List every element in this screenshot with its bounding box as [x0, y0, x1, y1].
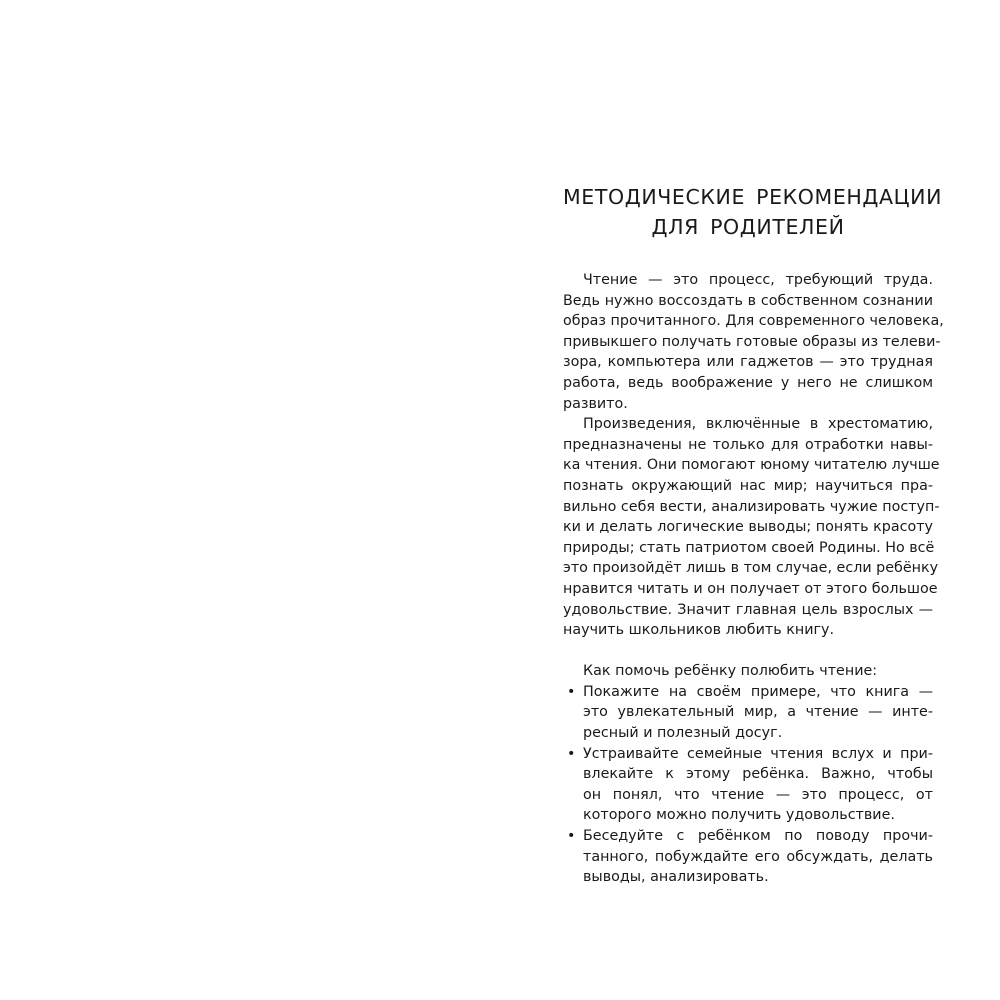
text-line: влекайте к этому ребёнка. Важно, чтобы [583, 766, 933, 783]
text-line: Чтение — это процесс, требующий труда. [583, 272, 933, 288]
text-line: Ведь нужно воссоздать в собственном сознании [563, 292, 933, 309]
text-line: вильно себя вести, анализировать чужие поступ- [563, 498, 940, 515]
text-line: это произойдёт лишь в том случае, если ребёнку [563, 560, 939, 577]
text-line: которого можно получить удовольствие. [583, 807, 895, 824]
body-text [563, 270, 944, 641]
text-line: Покажите на своём примере, что книга — [583, 683, 933, 700]
paragraph-anthology-purpose [563, 414, 940, 641]
text-line: ка чтения. Они помогают юному читателю лучше [563, 457, 940, 474]
text-line: работа, ведь воображение у него не слишком [563, 374, 933, 391]
text-column [563, 182, 944, 888]
bullet-icon: • [567, 683, 576, 700]
text-line: предназначены не только для отработки навы- [563, 436, 933, 453]
text-line: Произведения, включённые в хрестоматию, [583, 416, 933, 433]
text-line: познать окружающий нас мир; научиться пра- [563, 477, 933, 494]
text-line: научить школьников любить книгу. [563, 622, 834, 639]
text-line: Беседуйте с ребёнком по поводу прочи- [583, 828, 933, 845]
paragraph-reading-is-work [563, 270, 944, 414]
bullet-icon: • [567, 745, 576, 762]
text-line: нравится читать и он получает от этого большое [563, 580, 938, 597]
text-line: зора, компьютера или гаджетов — это трудная [563, 354, 933, 371]
text-line: развито. [563, 395, 628, 412]
text-line: ресный и полезный досуг. [583, 725, 783, 742]
list-item [563, 744, 933, 826]
text-line: образ прочитанного. Для современного человека, [563, 313, 944, 330]
tips-title: Как помочь ребёнку полюбить чтение: [583, 663, 878, 680]
list-item [563, 826, 933, 888]
tips-section [563, 661, 933, 888]
list-item [563, 682, 933, 744]
text-line: это увлекательный мир, а чтение — инте- [583, 704, 933, 721]
text-line: природы; стать патриотом своей Родины. Но всё [563, 539, 935, 556]
title-line-2: ДЛЯ РОДИТЕЛЕЙ [651, 215, 845, 239]
text-line: выводы, анализировать. [583, 869, 769, 886]
text-line: он понял, что чтение — это процесс, от [583, 786, 933, 803]
bullet-icon: • [567, 828, 576, 845]
text-line: удовольствие. Значит главная цель взрослых — [563, 601, 933, 618]
text-line: привыкшего получать готовые образы из телеви- [563, 333, 941, 350]
text-line: ки и делать логические выводы; понять красоту [563, 519, 933, 536]
text-line: танного, побуждайте его обсуждать, делать [583, 848, 933, 865]
tips-list [563, 682, 933, 888]
text-line: Устраивайте семейные чтения вслух и при- [583, 745, 933, 762]
title-line-1: МЕТОДИЧЕСКИЕ РЕКОМЕНДАЦИИ [563, 185, 943, 209]
page-title [563, 182, 943, 242]
